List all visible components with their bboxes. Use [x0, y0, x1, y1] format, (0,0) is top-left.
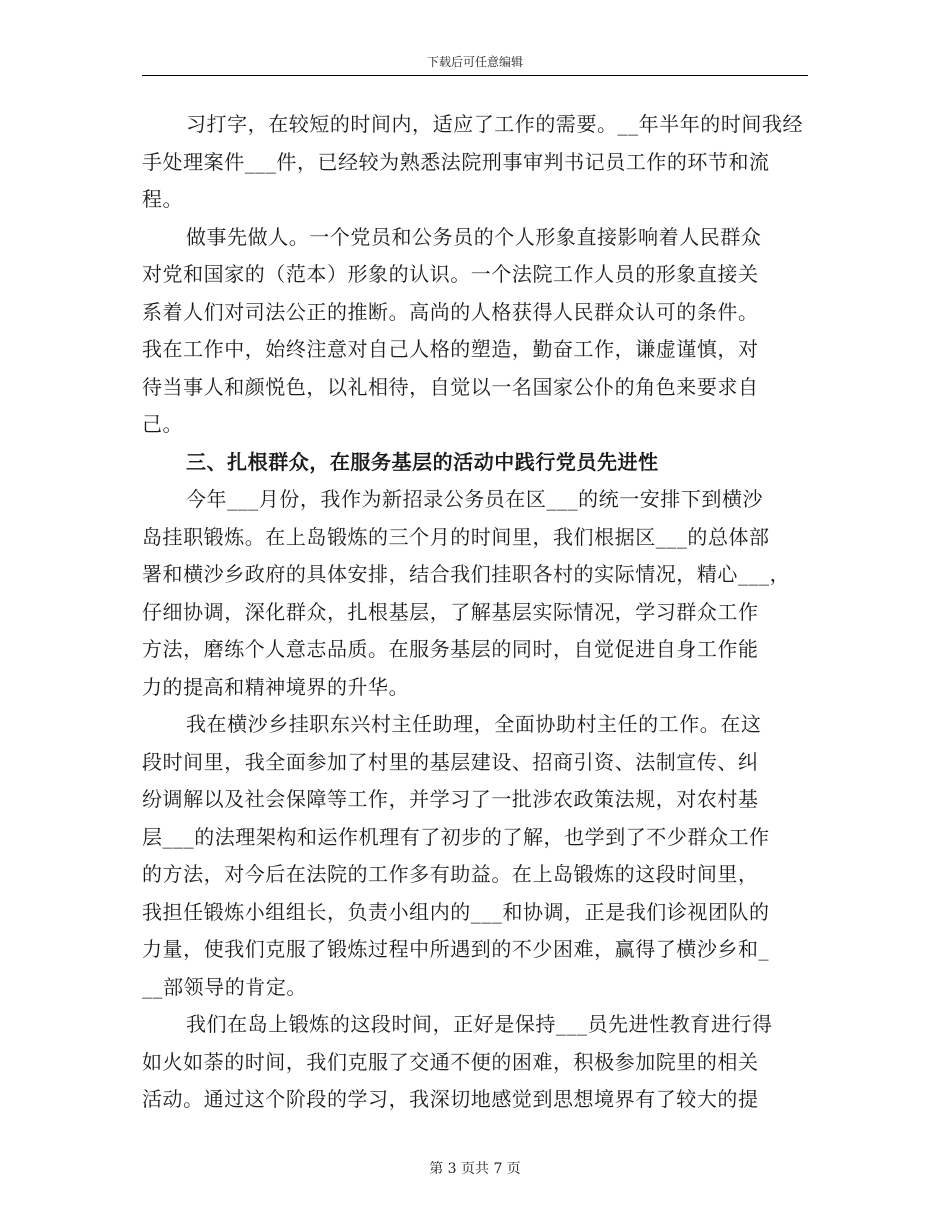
text-line: 纷调解以及社会保障等工作，并学习了一批涉农政策法规，对农村基 [142, 787, 759, 811]
paragraph [142, 481, 808, 706]
text-line: 我们在岛上锻炼的这段时间，正好是保持___员先进性教育进行得 [186, 1012, 773, 1036]
text-line: 的方法，对今后在法院的工作多有助益。在上岛锻炼的这段时间里， [142, 862, 759, 886]
text-line: 手处理案件___件，已经较为熟悉法院刑事审判书记员工作的环节和流 [142, 149, 770, 174]
header-divider [142, 75, 808, 76]
text-line: 方法，磨练个人意志品质。在服务基层的同时，自觉促进自身工作能 [142, 637, 759, 661]
text-line: 我在工作中，始终注意对自己人格的塑造，勤奋工作，谦虚谨慎，对 [142, 337, 759, 361]
text-line: 己。 [142, 412, 184, 436]
text-line: 我在横沙乡挂职东兴村主任助理，全面协助村主任的工作。在这 [186, 712, 762, 736]
text-line: 习打字，在较短的时间内，适应了工作的需要。__年半年的时间我经 [186, 112, 804, 136]
text-line: 段时间里，我全面参加了村里的基层建设、招商引资、法制宣传、纠 [142, 749, 759, 774]
paragraph [142, 106, 808, 219]
text-line: 活动。通过这个阶段的学习，我深切地感觉到思想境界有了较大的提 [142, 1087, 759, 1111]
text-line: 层___的法理架构和运作机理有了初步的了解，也学到了不少群众工作 [142, 824, 770, 849]
text-line: 做事先做人。一个党员和公务员的个人形象直接影响着人民群众 [186, 224, 762, 249]
text-line: 系着人们对司法公正的推断。高尚的人格获得人民群众认可的条件。 [142, 299, 759, 324]
text-line: 署和横沙乡政府的具体安排，结合我们挂职各村的实际情况，精心___， [142, 562, 791, 586]
text-line: 程。 [142, 187, 184, 211]
document-body [142, 106, 808, 1119]
text-line: 我担任锻炼小组组长，负责小组内的___和协调，正是我们诊视团队的 [142, 899, 770, 924]
text-line: 岛挂职锻炼。在上岛锻炼的三个月的时间里，我们根据区___的总体部 [142, 524, 770, 549]
text-line: 今年___月份，我作为新招录公务员在区___的统一安排下到横沙 [186, 487, 764, 511]
text-line: 力量，使我们克服了锻炼过程中所遇到的不少困难，赢得了横沙乡和_ [142, 937, 770, 961]
text-line: 如火如荼的时间，我们克服了交通不便的困难，积极参加院里的相关 [142, 1049, 759, 1074]
text-line: 对党和国家的（范本）形象的认识。一个法院工作人员的形象直接关 [142, 262, 759, 286]
text-line: 仔细协调，深化群众，扎根基层，了解基层实际情况，学习群众工作 [142, 599, 759, 624]
page-header: 下载后可任意编辑 [426, 55, 523, 69]
text-line: __部领导的肯定。 [142, 974, 307, 999]
paragraph [142, 219, 808, 444]
paragraph [142, 706, 808, 1006]
text-line: 三、扎根群众，在服务基层的活动中践行党员先进性 [186, 449, 659, 474]
page-footer: 第 3 页共 7 页 [429, 1161, 521, 1177]
section-heading [142, 444, 808, 482]
text-line: 力的提高和精神境界的升华。 [142, 674, 410, 699]
text-line: 待当事人和颜悦色，以礼相待，自觉以一名国家公仆的角色来要求自 [142, 374, 759, 399]
paragraph [142, 1006, 808, 1119]
